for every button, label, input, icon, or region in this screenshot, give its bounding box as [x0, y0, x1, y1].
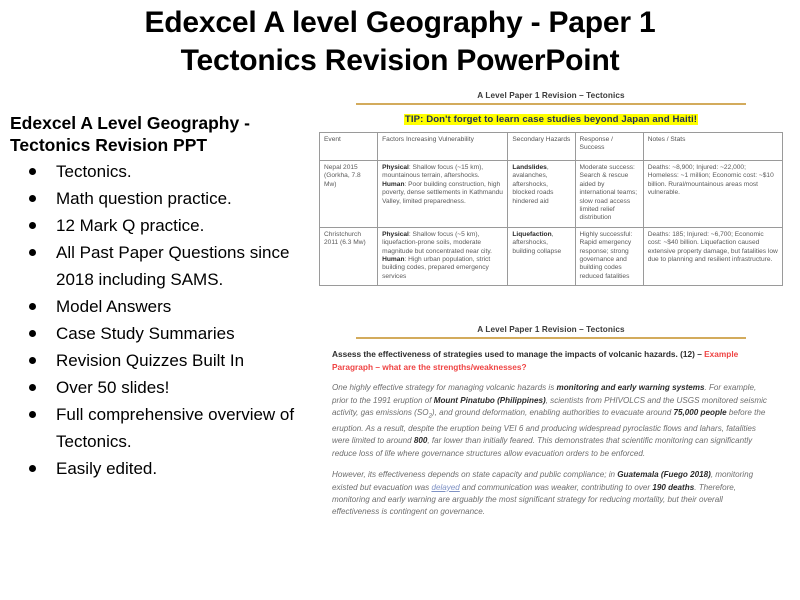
bullet-icon: [29, 465, 36, 472]
p2-underlined-term: delayed: [431, 482, 460, 492]
factors-label-physical: Physical: [382, 164, 409, 171]
list-item-label: Case Study Summaries: [56, 324, 235, 343]
page-title-line-2: Tectonics Revision PowerPoint: [180, 44, 620, 77]
list-item: [10, 320, 310, 347]
secondary-hazard-text: , aftershocks, building collapse: [512, 230, 562, 255]
list-item-label: Model Answers: [56, 297, 172, 316]
list-item-label: All Past Paper Questions since 2018 including SAMS.: [56, 243, 290, 289]
secondary-hazard-key: Liquefaction: [512, 230, 552, 238]
column-header-notes-stats: Notes / Stats: [643, 133, 782, 161]
exam-question: [332, 348, 770, 373]
case-study-table: [319, 132, 783, 286]
list-item: [10, 185, 310, 212]
cell-response: Moderate success: Search & rescue aided by international teams; slow road access limited relief distribution: [575, 161, 643, 228]
p2-t4: . Therefore, monitoring and early warning are arguably the most significant strategy for reducing mortality, but their overall effectiveness is contingent on governance.: [332, 482, 737, 517]
bullet-icon: [29, 303, 36, 310]
bullet-icon: [29, 330, 36, 337]
cell-secondary-hazards: [508, 161, 575, 228]
cell-response: Highly successful: Rapid emergency response; strong governance and building codes reduced fatalities: [575, 227, 643, 285]
p1-t6: , far lower than initially feared. This demonstrates that scientific monitoring can significantly reduce loss of life where governance structures allow evacuation orders to be enforced.: [332, 436, 753, 458]
factors-text-human: : Poor building construction, high poverty, dense settlements in Kathmandu Valley, limited preparedness.: [382, 180, 503, 205]
exam-question-prompt: Example Paragraph – what are the strengths/weaknesses?: [332, 349, 739, 372]
table-header-row: [320, 133, 783, 161]
cell-secondary-hazards: [508, 227, 575, 285]
list-item-label: Math question practice.: [56, 189, 232, 208]
page-title: [0, 4, 800, 80]
slide2-header-rule: [356, 337, 746, 339]
slide1-tip-row: [318, 109, 784, 127]
factors-text-physical: : Shallow focus (~15 km), mountainous terrain, aftershocks.: [382, 164, 484, 180]
p1-t3: , scientists from PHIVOLCS and the USGS monitored seismic activity, gas emissions (SO: [332, 395, 767, 417]
list-item-label: Over 50 slides!: [56, 378, 170, 397]
slide-preview-case-study-table[interactable]: [318, 88, 784, 324]
feature-list: [10, 158, 310, 482]
p1-key-term-1: monitoring and early warning systems: [556, 383, 705, 393]
bullet-icon: [29, 168, 36, 175]
page-title-line-1: Edexcel A level Geography - Paper 1: [144, 6, 656, 39]
list-item: [10, 347, 310, 374]
list-item: [10, 374, 310, 401]
p1-stat-evacuated: 75,000 people: [673, 408, 727, 417]
slide1-header-rule: [356, 103, 746, 105]
slide-preview-example-paragraph[interactable]: [318, 322, 784, 594]
p1-case-study: Mount Pinatubo (Philippines): [433, 395, 546, 405]
cell-factors: [378, 227, 508, 285]
column-header-factors: Factors Increasing Vulnerability: [378, 133, 508, 161]
slide1-header: A Level Paper 1 Revision – Tectonics: [477, 91, 625, 100]
p1-subscript: 2: [428, 413, 432, 420]
factors-label-physical: Physical: [382, 230, 409, 238]
table-row: [320, 161, 783, 228]
p2-t1: However, its effectiveness depends on state capacity and public compliance; in: [332, 470, 618, 480]
bullet-icon: [29, 249, 36, 256]
factors-text-human: : High urban population, strict building codes, prepared emergency services: [382, 256, 491, 280]
list-item-label: Easily edited.: [56, 459, 158, 478]
column-header-secondary-hazards: Secondary Hazards: [508, 133, 575, 161]
model-paragraph-2: [332, 469, 770, 519]
p1-t2: . For example, prior to the 1991 eruption of: [332, 383, 757, 405]
column-header-event: Event: [320, 133, 378, 161]
p2-case-study: Guatemala (Fuego 2018): [617, 470, 711, 480]
cell-factors: [378, 161, 508, 228]
model-paragraph-1: [332, 382, 770, 460]
product-description-panel: [10, 112, 310, 482]
cell-notes: Deaths: ~8,900; Injured: ~22,000; Homeless: ~1 million; Economic cost: ~$10 billion. Rural/mountainous areas most vulnerable.: [643, 161, 782, 228]
cell-event: Christchurch 2011 (6.3 Mw): [320, 227, 378, 285]
list-item-label: Revision Quizzes Built In: [56, 351, 245, 370]
list-item: [10, 158, 310, 185]
column-header-response-success: Response / Success: [575, 133, 643, 161]
slide2-header: A Level Paper 1 Revision – Tectonics: [477, 325, 625, 334]
bullet-icon: [29, 222, 36, 229]
list-item: [10, 212, 310, 239]
list-item: [10, 239, 310, 293]
list-item: [10, 401, 310, 455]
p1-t4: ), and ground deformation, enabling authorities to evacuate around: [431, 408, 674, 417]
list-item: [10, 455, 310, 482]
list-item-label: Tectonics.: [56, 162, 132, 181]
exam-question-text: Assess the effectiveness of strategies used to manage the impacts of volcanic hazards. (12) –: [332, 349, 705, 359]
secondary-hazard-key: Landslides: [512, 164, 547, 171]
p1-t1: One highly effective strategy for managing volcanic hazards is: [332, 383, 557, 393]
list-item-label: Full comprehensive overview of Tectonics.: [56, 405, 295, 451]
list-item-label: 12 Mark Q practice.: [56, 216, 205, 235]
p1-stat-fatalities: 800: [413, 436, 428, 446]
bullet-icon: [29, 195, 36, 202]
factors-label-human: Human: [382, 256, 405, 264]
cell-notes: Deaths: 185; Injured: ~6,700; Economic cost: ~$40 billion. Liquefaction caused extensive property damage, but fatalities low due to planning and resilient infrastructure.: [643, 227, 782, 285]
p2-t3: and communication was weaker, contributing to over: [459, 482, 653, 492]
bullet-icon: [29, 384, 36, 391]
p1-t5: before the eruption. As a result, despite the eruption being VEI 6 and producing widespread pyroclastic flows and lahars, fatalities were limited to around: [332, 408, 766, 446]
list-item: [10, 293, 310, 320]
bullet-icon: [29, 411, 36, 418]
p2-stat-deaths: 190 deaths: [652, 482, 695, 492]
table-row: [320, 227, 783, 285]
secondary-hazard-text: , avalanches, aftershocks, blocked roads hindered aid: [512, 164, 554, 205]
bullet-icon: [29, 357, 36, 364]
cell-event: Nepal 2015 (Gorkha, 7.8 Mw): [320, 161, 378, 228]
tip-banner: TIP: Don't forget to learn case studies beyond Japan and Haiti!: [404, 114, 698, 125]
p2-t2: , monitoring existed but evacuation was: [332, 470, 754, 492]
product-heading: Edexcel A Level Geography - Tectonics Revision PPT: [10, 113, 250, 155]
factors-text-physical: : Shallow focus (~5 km), liquefaction-prone soils, moderate magnitude but concentrated near city.: [382, 230, 492, 255]
factors-label-human: Human: [382, 180, 405, 188]
